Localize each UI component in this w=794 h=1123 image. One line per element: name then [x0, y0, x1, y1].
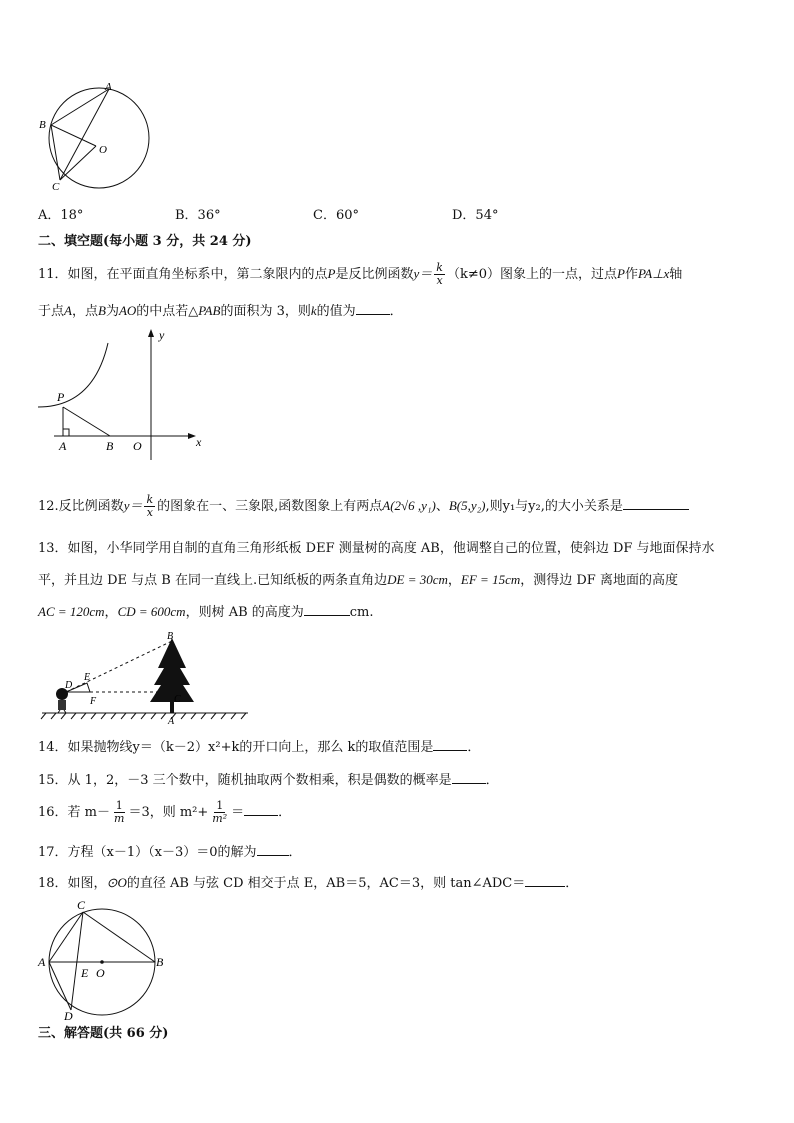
q11-text-2d: 的中点若△	[136, 304, 199, 319]
section-2-title: 二、填空题(每小题 3 分，共 24 分)	[38, 234, 252, 249]
q11-fig-b: B	[106, 439, 114, 453]
q17-line	[38, 843, 302, 862]
q18-end: ．	[565, 876, 579, 891]
q11-var-pab: PAB	[198, 303, 221, 318]
q11-answer-blank[interactable]	[356, 302, 390, 315]
q11-frac-den: x	[436, 274, 443, 287]
q11-text-e: 轴	[669, 267, 683, 282]
q12-prefix: 12.反比例函数	[38, 499, 124, 514]
q11-fig-y: y	[159, 328, 165, 342]
q11-var-k: k	[310, 303, 317, 318]
q14-text: 14．如果抛物线y＝（k－2）x²+k的开口向上，那么 k的取值范围是	[38, 740, 434, 755]
q11-text-2b: ，点	[71, 304, 98, 319]
q11-y-eq: y＝	[413, 266, 433, 281]
q13-fig-e: E	[84, 672, 91, 683]
q12-tail: ,则y₁与y₂,的大小关系是	[485, 499, 623, 514]
q16-eq: ＝	[231, 805, 245, 820]
q11-fig-x: x	[196, 435, 202, 449]
q12-sep: 、	[435, 499, 449, 514]
q13-comma-1: ，	[447, 573, 461, 588]
q14-answer-blank[interactable]	[433, 738, 467, 751]
q13-text-3b: ，则树 AB 的高度为	[185, 605, 304, 620]
q11-frac-num: k	[436, 261, 443, 274]
q11-text-d: 作	[624, 267, 638, 282]
q12-answer-blank[interactable]	[623, 497, 689, 510]
q15-end: ．	[485, 773, 499, 788]
q13-ef: EF = 15cm	[460, 572, 521, 587]
q16-prefix: 16．若 m－	[38, 805, 111, 820]
q10-label-o: O	[99, 144, 107, 156]
q13-fig-a: A	[168, 716, 175, 726]
q18-prefix: 18．如图，	[38, 876, 107, 891]
q11-graph-figure	[36, 325, 211, 465]
q13-fig-c: C	[174, 694, 181, 705]
q16-den-1: m	[114, 812, 125, 825]
q17-answer-blank[interactable]	[257, 843, 289, 856]
q13-comma-2: ，	[104, 605, 118, 620]
q12-line	[38, 494, 689, 519]
q11-end: ．	[389, 304, 403, 319]
q11-perp: PA⊥x	[637, 266, 670, 281]
q13-fig-f: F	[90, 696, 97, 707]
q14-line	[38, 738, 480, 757]
q18-fig-d: D	[64, 1009, 73, 1022]
q16-answer-blank[interactable]	[244, 803, 278, 816]
q12-frac-den: x	[146, 506, 153, 519]
q15-line	[38, 771, 499, 790]
q16-num-1: 1	[115, 799, 123, 812]
q16-num-2: 1	[216, 799, 224, 812]
q13-line-2	[38, 571, 678, 590]
q18-fig-e: E	[81, 966, 89, 980]
q13-fig-b: B	[167, 631, 174, 642]
q11-fraction	[434, 262, 445, 287]
q11-text-b: 是反比例函数	[335, 267, 414, 282]
q11-var-b: B	[97, 303, 106, 318]
q18-circle-figure	[34, 897, 174, 1022]
q10-option-c: C．60°	[313, 208, 359, 223]
q10-circle-figure	[36, 80, 166, 195]
q11-text-2c: 为	[105, 304, 119, 319]
q12-frac-num: k	[146, 493, 154, 506]
q18-circle: ⊙O	[106, 875, 127, 890]
q14-end: ．	[467, 740, 481, 755]
q13-text-2a: 平，并且边 DE 与点 B 在同一直线上.已知纸板的两条直角边	[38, 573, 388, 588]
q17-end: ．	[288, 845, 302, 860]
q10-label-c: C	[52, 181, 60, 193]
q13-fig-d: D	[65, 680, 73, 691]
q16-end: ．	[278, 805, 292, 820]
q13-line-3	[38, 603, 374, 622]
q11-fig-a: A	[59, 439, 67, 453]
q11-var-a: A	[64, 303, 72, 318]
q18-answer-blank[interactable]	[525, 874, 565, 887]
q13-text-2b: ，测得边 DF 离地面的高度	[520, 573, 678, 588]
q10-label-a: A	[105, 81, 112, 93]
q11-var-p: P	[327, 266, 336, 281]
q11-text-2f: 的值为	[316, 304, 356, 319]
q13-unit: cm.	[349, 605, 374, 620]
q11-line-1	[38, 262, 682, 287]
q13-line-1: 13．如图，小华同学用自制的直角三角形纸板 DEF 测量树的高度 AB，他调整自己的位置，使斜边 DF 与地面保持水	[38, 541, 715, 556]
q13-de: DE = 30cm	[387, 572, 448, 587]
q11-fig-p: P	[57, 390, 65, 404]
q11-cond: （k≠0）图象上的一点，过点	[446, 267, 618, 282]
q15-answer-blank[interactable]	[452, 771, 486, 784]
q12-fraction	[144, 494, 155, 519]
q12-point-a: A(2√6 ,y₁)	[382, 498, 436, 513]
q18-fig-o: O	[96, 966, 105, 980]
q16-fraction-2	[210, 800, 229, 825]
q11-var-p2: P	[617, 266, 625, 281]
q11-line-2	[38, 302, 403, 321]
q12-point-b: B(5,y₂)	[448, 498, 486, 513]
q11-text-2a: 于点	[38, 304, 65, 319]
q10-option-d: D．54°	[452, 208, 499, 223]
q16-den-2: m²	[212, 812, 228, 825]
q16-line	[38, 800, 291, 825]
q16-fraction-1	[112, 800, 126, 825]
q12-y-eq: y＝	[123, 498, 143, 513]
q18-fig-c: C	[77, 898, 86, 912]
q10-option-a: A．18°	[38, 208, 84, 223]
q10-option-b: B．36°	[175, 208, 221, 223]
q17-text: 17．方程（x－1）（x－3）＝0的解为	[38, 845, 257, 860]
q11-text-2e: 的面积为 3，则	[220, 304, 311, 319]
q11-var-ao: AO	[118, 303, 137, 318]
q12-rest: 的图象在一、三象限,函数图象上有两点	[157, 499, 383, 514]
q18-fig-a: A	[38, 955, 46, 969]
q11-fig-o: O	[133, 439, 142, 453]
q15-text: 15．从 1，2，－3 三个数中，随机抽取两个数相乘，积是偶数的概率是	[38, 773, 452, 788]
q13-cd: CD = 600cm	[117, 604, 186, 619]
q11-text-a: 11．如图，在平面直角坐标系中，第二象限内的点	[38, 267, 328, 282]
q13-tree-figure	[40, 630, 250, 726]
q18-line	[38, 874, 578, 893]
q18-fig-b: B	[156, 955, 164, 969]
q13-answer-blank[interactable]	[304, 603, 350, 616]
q18-rest: 的直径 AB 与弦 CD 相交于点 E，AB＝5，AC＝3，则 tan∠ADC＝	[126, 876, 526, 891]
q13-ac: AC = 120cm	[38, 604, 105, 619]
q16-mid: ＝3，则 m²+	[128, 805, 209, 820]
q10-label-b: B	[39, 119, 46, 131]
section-3-title: 三、解答题(共 66 分)	[38, 1026, 169, 1041]
